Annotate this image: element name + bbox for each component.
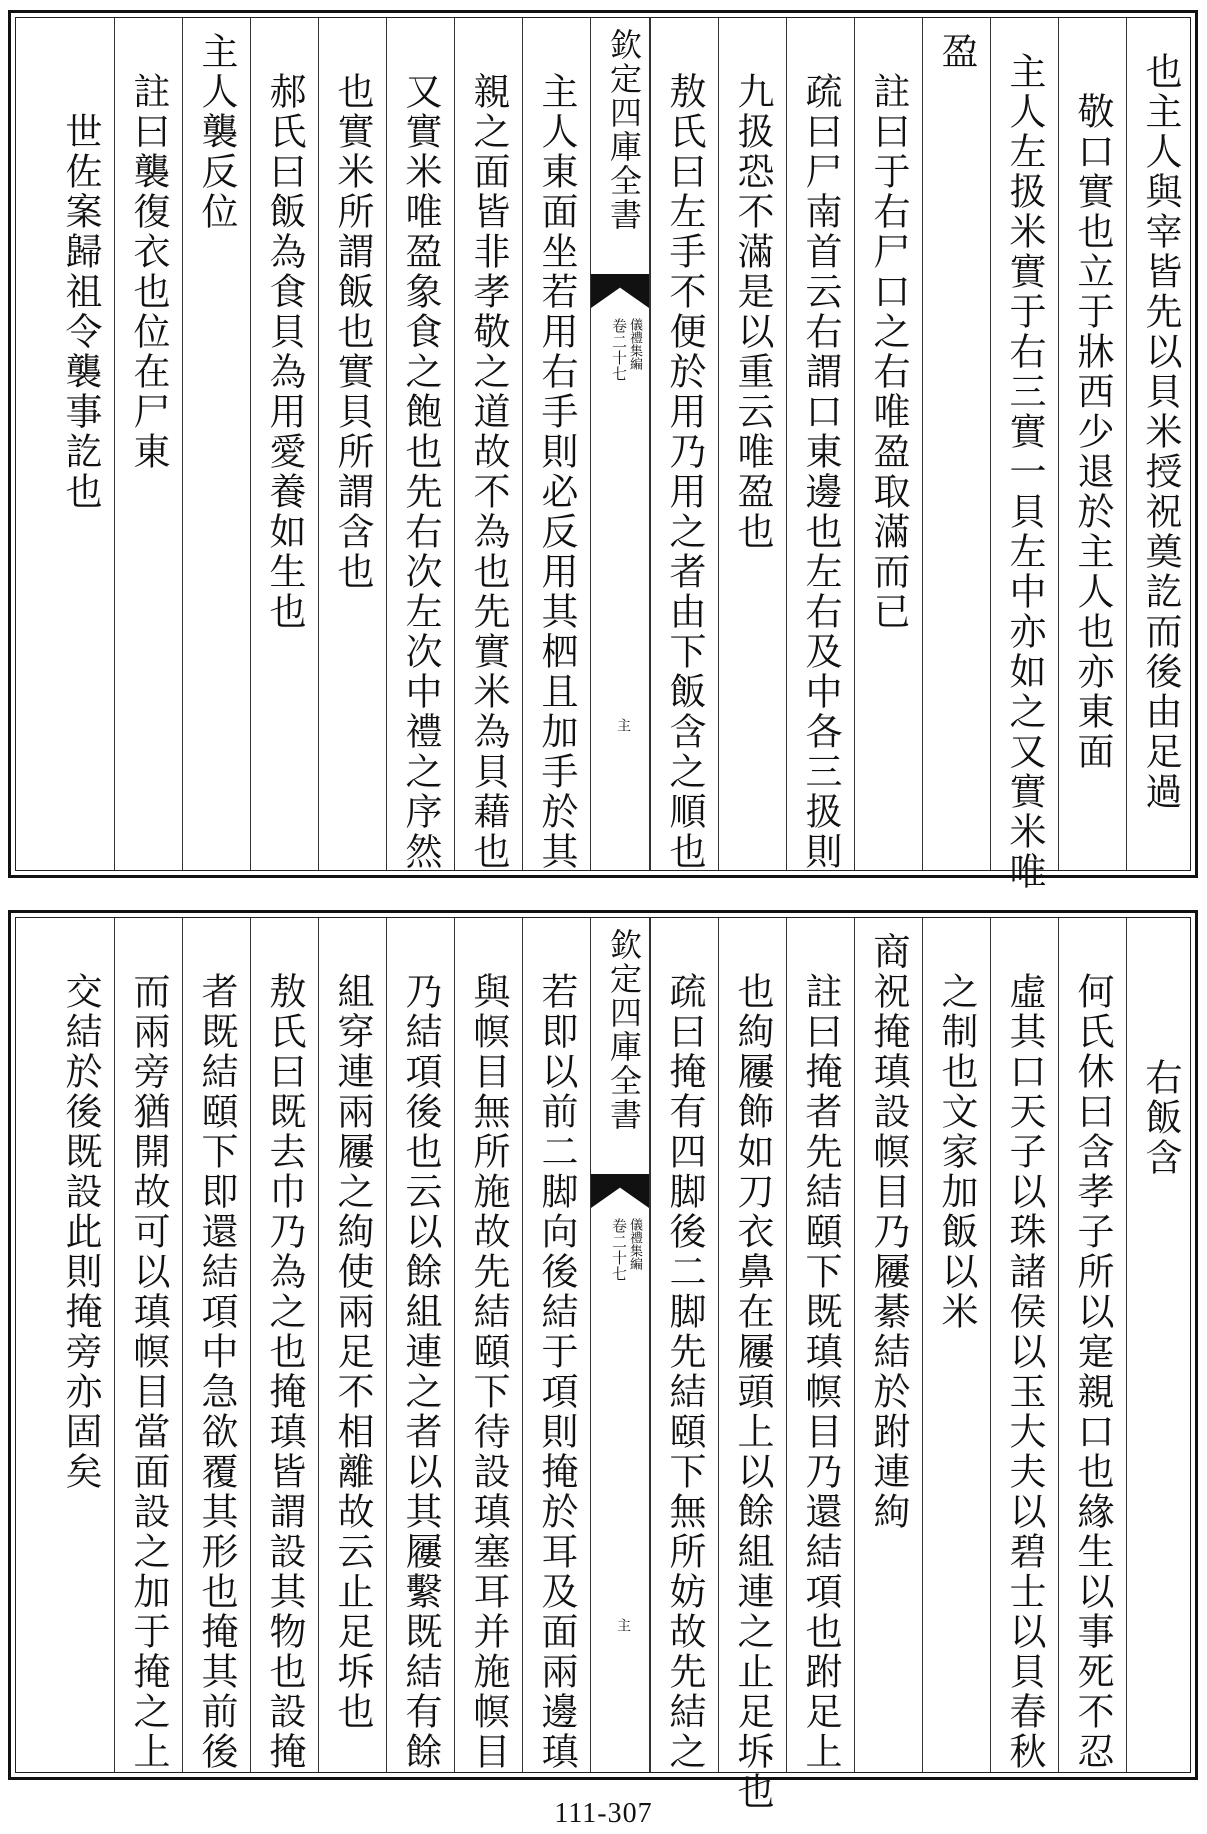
column-text [990, 918, 1058, 1772]
column-text [114, 18, 182, 870]
column-text [922, 18, 990, 870]
column-text [250, 918, 318, 1772]
column-text [386, 918, 454, 1772]
column-text-line: 敖氏曰既去巾乃為之也掩瑱皆謂設其物也設掩 [263, 972, 306, 1772]
column-text-line: 註曰于右尸口之右唯盈取滿而已 [867, 72, 910, 632]
banner-volume: 卷二十七 [610, 318, 628, 382]
column-text-line: 郝氏曰飯為食貝為用愛養如生也 [263, 72, 306, 632]
column-text [854, 18, 922, 870]
column-text-line: 右飯含 [1139, 1058, 1182, 1178]
banner-title: 欽定四庫全書 [605, 28, 643, 232]
fishtail-mark-icon [591, 1174, 649, 1208]
column-text-line: 註曰襲復衣也位在尸東 [127, 72, 170, 472]
banner-column [590, 918, 650, 1772]
column-text [922, 918, 990, 1772]
column-text-line: 者既結頤下即還結項中急欲覆其形也掩其前後 [195, 972, 238, 1772]
upper-page [8, 10, 1198, 892]
column-text-line: 若即以前二脚向後結于項則掩於耳及面兩邊瑱 [535, 972, 578, 1772]
banner-subtitle: 儀禮集編 [627, 1218, 642, 1270]
column-text-line: 而兩旁猶開故可以瑱幎目當面設之加于掩之上 [127, 972, 170, 1772]
column-text [182, 918, 250, 1772]
column-text [990, 18, 1058, 892]
column-text-line: 虛其口天子以珠諸侯以玉大夫以碧士以貝春秋 [1003, 972, 1046, 1772]
column-text [522, 918, 590, 1772]
fishtail-mark-icon [591, 274, 649, 308]
banner-volume: 卷二十七 [610, 1218, 628, 1282]
column-text [318, 918, 386, 1772]
column-text [650, 18, 718, 870]
column-text-line: 主人東面坐若用右手則必反用其柶且加手於其 [535, 72, 578, 872]
column-text-line: 也主人與宰皆先以貝米授祝奠訖而後由足過 [1139, 52, 1182, 812]
column-text-line: 敬口實也立于牀西少退於主人也亦東面 [1071, 92, 1114, 772]
column-text-line: 九扱恐不滿是以重云唯盈也 [731, 72, 774, 552]
column-text [650, 918, 718, 1772]
column-text-line: 也絇屨飾如刀衣鼻在屨頭上以餘組連之止足坼也 [731, 972, 774, 1812]
column-text-line: 敖氏曰左手不便於用乃用之者由下飯含之順也 [663, 72, 706, 872]
lower-page [8, 910, 1198, 1812]
column-text-line: 乃結項後也云以餘組連之者以其屨繫既結有餘 [399, 972, 442, 1772]
column-text [854, 918, 922, 1772]
column-text-line: 也實米所謂飯也實貝所謂含也 [331, 72, 374, 592]
column-text [318, 18, 386, 870]
column-text [522, 18, 590, 870]
column-text-line: 親之面皆非孝敬之道故不為也先實米為貝藉也 [467, 72, 510, 872]
column-text [250, 18, 318, 870]
banner-column [590, 18, 650, 870]
column-text-line: 商祝掩瑱設幎目乃屨綦結於跗連絇 [867, 932, 910, 1532]
column-text [718, 918, 786, 1812]
column-text-line: 主人左扱米實于右三實一貝左中亦如之又實米唯 [1003, 52, 1046, 892]
column-text-line: 盈 [935, 32, 978, 72]
column-text-line: 與幎目無所施故先結頤下待設瑱塞耳并施幎目 [467, 972, 510, 1772]
column-text-line: 又實米唯盈象食之飽也先右次左次中禮之序然 [399, 72, 442, 872]
banner-subtitle: 儀禮集編 [627, 318, 642, 370]
column-text [114, 918, 182, 1772]
lower-page-frame [15, 917, 1191, 1812]
column-text [386, 18, 454, 870]
column-text [46, 918, 114, 1772]
upper-page-frame [15, 17, 1191, 892]
page-number: 111-307 [554, 1798, 653, 1829]
column-text-line: 主人襲反位 [195, 32, 238, 232]
column-text [718, 18, 786, 870]
column-text-line: 疏曰尸南首云右謂口東邊也左右及中各三扱則 [799, 72, 842, 872]
banner-title: 欽定四庫全書 [605, 928, 643, 1132]
column-text-line: 註曰掩者先結頤下既瑱幎目乃還結項也跗足上 [799, 972, 842, 1772]
column-text [1126, 18, 1194, 870]
column-text-line: 之制也文家加飯以米 [935, 972, 978, 1332]
column-text [454, 18, 522, 870]
column-text [46, 18, 114, 870]
column-text [1126, 918, 1194, 1772]
column-text-line: 世佐案歸祖令襲事訖也 [59, 112, 102, 512]
column-text [1058, 18, 1126, 870]
column-text [1058, 918, 1126, 1772]
column-text-line: 組穿連兩屨之絇使兩足不相離故云止足坼也 [331, 972, 374, 1732]
banner-folio: 主 [615, 718, 631, 732]
column-text [182, 18, 250, 870]
column-text [454, 918, 522, 1772]
banner-folio: 主 [615, 1618, 631, 1632]
column-text-line: 疏曰掩有四脚後二脚先結頤下無所妨故先結之 [663, 972, 706, 1772]
column-text [786, 918, 854, 1772]
column-text [786, 18, 854, 870]
column-text-line: 交結於後既設此則掩旁亦固矣 [59, 972, 102, 1492]
column-text-line: 何氏休曰含孝子所以寔親口也緣生以事死不忍 [1071, 972, 1114, 1772]
